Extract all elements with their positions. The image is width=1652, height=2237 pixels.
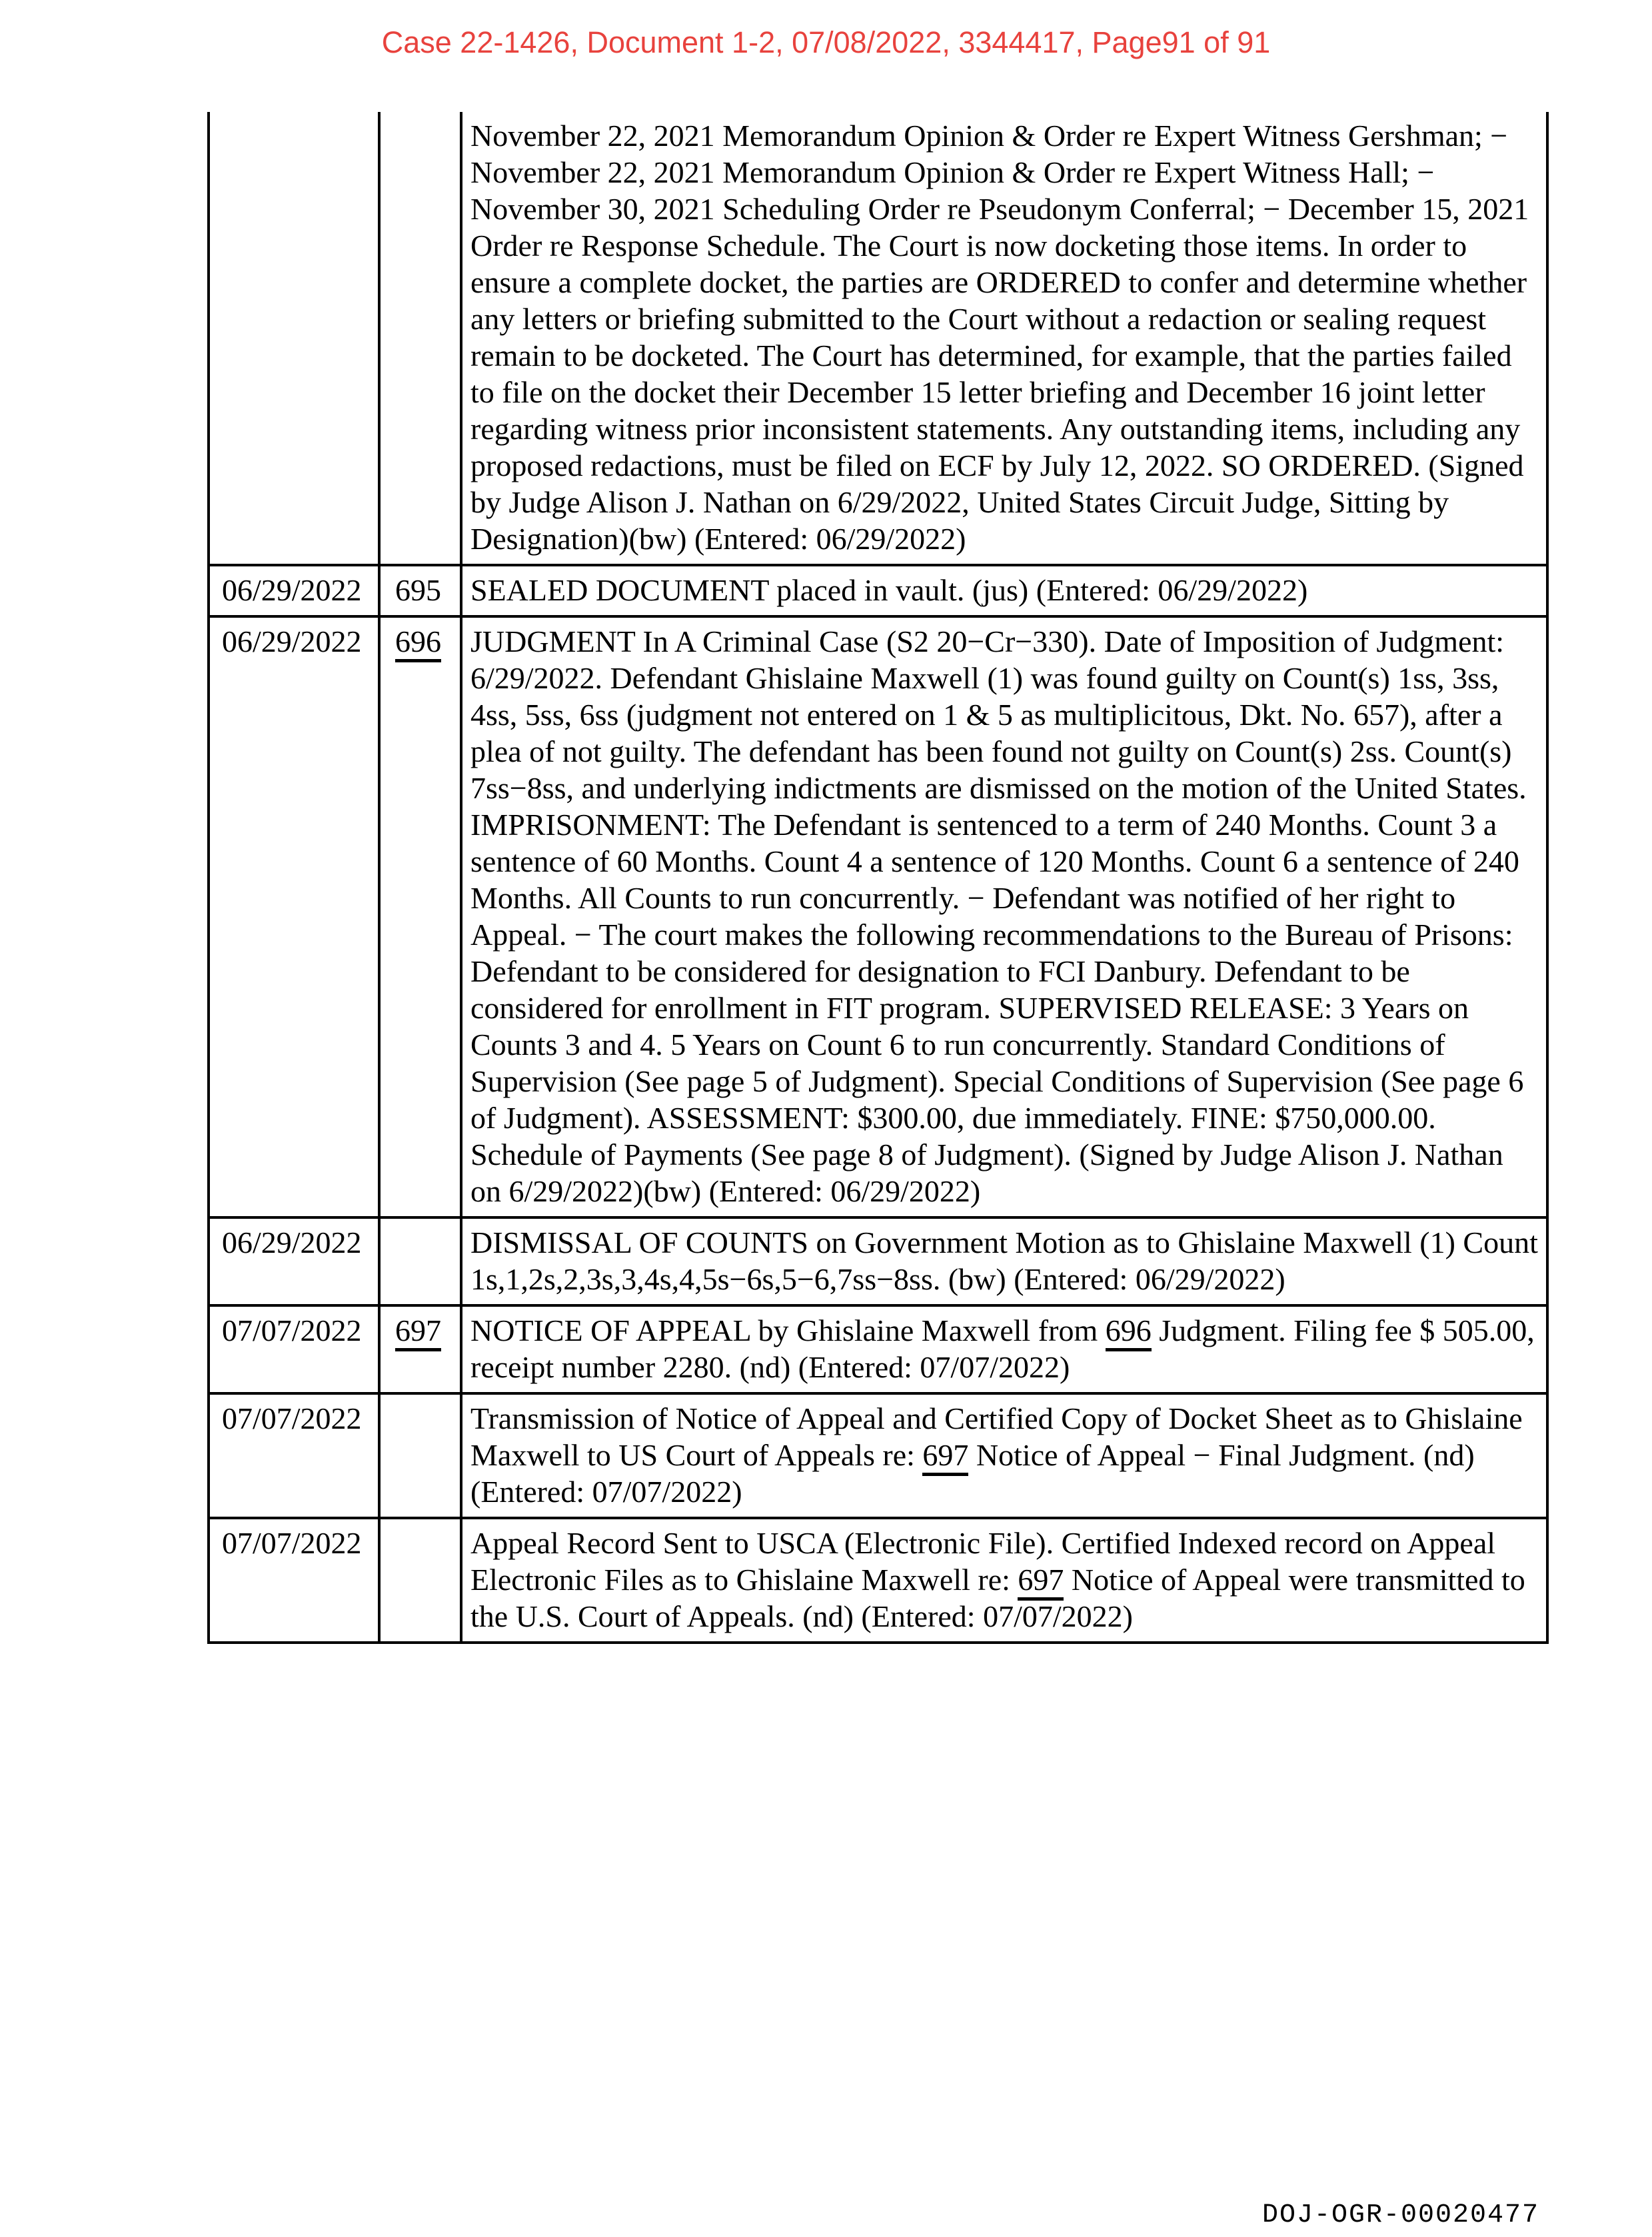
text-segment: 695 [395, 573, 441, 607]
date-cell: 07/07/2022 [209, 1518, 379, 1643]
text-segment: Transmission of Notice of Appeal and Certified Copy of Docket Sheet as to Ghislaine Maxwell to US Court of Appeals re: [470, 1401, 1523, 1472]
description-cell [461, 565, 1547, 616]
date-cell: 06/29/2022 [209, 616, 379, 1217]
description-cell [461, 112, 1547, 565]
text-segment: Notice of Appeal were transmitted to the U.S. Court of Appeals. (nd) (Entered: 07/07/2022) [470, 1563, 1525, 1633]
docnum-cell [379, 1393, 461, 1518]
description-cell [461, 1217, 1547, 1305]
text-segment: JUDGMENT In A Criminal Case (S2 20−Cr−330). Date of Imposition of Judgment: 6/29/2022. Defendant Ghislaine Maxwell (1) was found guilty on Count(s) 1ss, 3ss, 4ss, 5ss, 6ss (judgment not entered on 1 & 5 as multiplicitous, Dkt. No. 657), after a plea of not guilty. The defendant has been found not guilty on Count(s) 2ss. Count(s) 7ss−8ss, and underlying indictments are dismissed on the motion of the United States. IMPRISONMENT: The Defendant is sentenced to a term of 240 Months. Count 3 a sentence of 60 Months. Count 4 a sentence of 120 Months. Count 6 a sentence of 240 Months. All Counts to run concurrently. − Defendant was notified of her right to Appeal. − The court makes the following recommendations to the Bureau of Prisons: Defendant to be considered for designation to FCI Danbury. Defendant to be considered for enrollment in FIT program. SUPERVISED RELEASE: 3 Years on Counts 3 and 4. 5 Years on Count 6 to run concurrently. Standard Conditions of Supervision (See page 5 of Judgment). Special Conditions of Supervision (See page 6 of Judgment). ASSESSMENT: $300.00, due immediately. FINE: $750,000.00. Schedule of Payments (See page 8 of Judgment). (Signed by Judge Alison J. Nathan on 6/29/2022)(bw) (Entered: 06/29/2022) [470, 624, 1527, 1208]
text-segment: SEALED DOCUMENT placed in vault. (jus) (Entered: 06/29/2022) [470, 573, 1308, 607]
date-cell: 07/07/2022 [209, 1305, 379, 1393]
doc-number-link-text: 697 [1018, 1563, 1064, 1601]
date-cell: 06/29/2022 [209, 1217, 379, 1305]
docnum-cell [379, 1518, 461, 1643]
docket-row-695 [209, 565, 1547, 616]
doc-number-link-text: 697 [395, 1313, 441, 1351]
docnum-cell [379, 565, 461, 616]
docket-row-697 [209, 1305, 1547, 1393]
docket-table [207, 112, 1549, 1644]
docnum-cell [379, 616, 461, 1217]
date-cell: 07/07/2022 [209, 1393, 379, 1518]
date-cell: 06/29/2022 [209, 565, 379, 616]
doc-number-link-text: 697 [922, 1438, 968, 1476]
docnum-cell [379, 112, 461, 565]
text-segment: DISMISSAL OF COUNTS on Government Motion as to Ghislaine Maxwell (1) Count 1s,1,2s,2,3s,3,4s,4,5s−6s,5−6,7ss−8ss. (bw) (Entered: 06/29/2022) [470, 1225, 1538, 1296]
docket-row-appeal-record [209, 1518, 1547, 1643]
description-cell [461, 1393, 1547, 1518]
docnum-cell [379, 1305, 461, 1393]
docnum-cell [379, 1217, 461, 1305]
docket-row-transmission [209, 1393, 1547, 1518]
docket-row-dismissal [209, 1217, 1547, 1305]
text-segment: Notice of Appeal − Final Judgment. (nd) (Entered: 07/07/2022) [470, 1438, 1475, 1509]
date-cell [209, 112, 379, 565]
description-cell [461, 616, 1547, 1217]
case-stamp-header: Case 22-1426, Document 1-2, 07/08/2022, 3344417, Page91 of 91 [381, 25, 1271, 59]
description-cell [461, 1305, 1547, 1393]
text-segment: November 22, 2021 Memorandum Opinion & Order re Expert Witness Gershman; − November 22, 2021 Memorandum Opinion & Order re Expert Witness Hall; − November 30, 2021 Scheduling Order re Pseudonym Conferral; − December 15, 2021 Order re Response Schedule. The Court is now docketing those items. In order to ensure a complete docket, the parties are ORDERED to confer and determine whether any letters or briefing submitted to the Court without a redaction or sealing request remain to be docketed. The Court has determined, for example, that the parties failed to file on the docket their December 15 letter briefing and December 16 joint letter regarding witness prior inconsistent statements. Any outstanding items, including any proposed redactions, must be filed on ECF by July 12, 2022. SO ORDERED. (Signed by Judge Alison J. Nathan on 6/29/2022, United States Circuit Judge, Sitting by Designation)(bw) (Entered: 06/29/2022) [470, 119, 1529, 556]
doc-number-link-text: 696 [395, 624, 441, 662]
description-cell [461, 1518, 1547, 1643]
text-segment: Judgment. Filing fee $ 505.00, receipt number 2280. (nd) (Entered: 07/07/2022) [470, 1313, 1535, 1384]
text-segment: Appeal Record Sent to USCA (Electronic File). Certified Indexed record on Appeal Electronic Files as to Ghislaine Maxwell re: [470, 1526, 1496, 1597]
bates-number: DOJ-OGR-00020477 [1261, 2200, 1539, 2230]
doc-number-link-text: 696 [1106, 1313, 1152, 1351]
docket-row-696 [209, 616, 1547, 1217]
text-segment: NOTICE OF APPEAL by Ghislaine Maxwell from [470, 1313, 1106, 1347]
docket-row-continuation [209, 112, 1547, 565]
